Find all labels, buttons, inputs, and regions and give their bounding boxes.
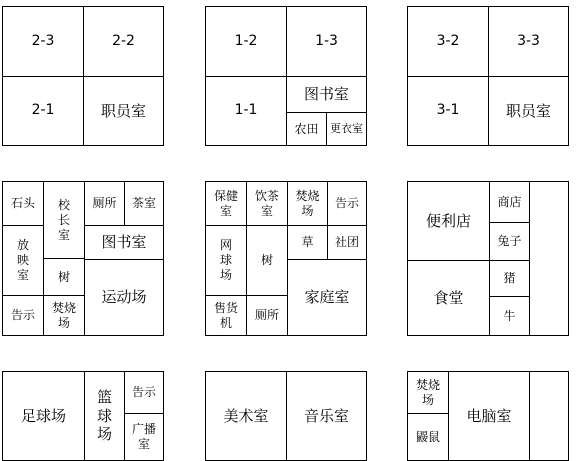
room-3-2: 3-2	[436, 32, 460, 49]
notice-board: 告示	[327, 182, 366, 225]
room-1-1: 1-1	[206, 76, 286, 145]
broadcast-room: 广播 室	[124, 413, 163, 460]
staff-room: 职员室	[83, 76, 163, 145]
rabbit: 兔子	[489, 222, 529, 260]
campus-block-g	[2, 371, 164, 461]
notice-board: 告示	[3, 295, 43, 335]
changing-room: 更衣室	[326, 112, 366, 145]
rock: 石头	[10, 196, 35, 210]
incineration-site: 焚烧 场	[43, 295, 84, 335]
empty-area	[529, 372, 568, 460]
campus-block-d	[2, 181, 164, 336]
projection-room: 放 映 室	[3, 225, 43, 295]
campus-block-h	[205, 371, 367, 461]
room-3-3: 3-3	[488, 7, 568, 76]
campus-block-e	[205, 181, 367, 336]
toilet: 厕所	[84, 182, 124, 225]
library: 图书室	[84, 225, 163, 259]
empty-area	[529, 182, 568, 335]
tea-room: 茶室	[124, 182, 163, 225]
campus-block-f	[407, 181, 569, 336]
club-room: 社团	[327, 225, 366, 259]
art-room: 美术室	[223, 406, 269, 425]
basketball-court: 篮 球 场	[84, 372, 124, 460]
notice-board: 告示	[124, 372, 163, 413]
music-room: 音乐室	[286, 372, 366, 460]
tennis-court: 网 球 场	[206, 225, 246, 295]
pig: 猪	[489, 260, 529, 296]
convenience-store: 便利店	[425, 211, 471, 230]
computer-room: 电脑室	[448, 372, 529, 460]
building-a	[2, 6, 164, 146]
staff-room: 职员室	[488, 76, 568, 145]
cafeteria: 食堂	[408, 260, 489, 335]
room-1-2: 1-2	[234, 32, 258, 49]
health-room: 保健 室	[213, 188, 238, 218]
incineration-site: 焚烧 场	[415, 377, 440, 407]
tree: 树	[246, 225, 287, 295]
vending-machine: 售货 机	[206, 295, 246, 335]
grass: 草	[287, 225, 327, 259]
soccer-field: 足球场	[20, 406, 66, 425]
sports-field: 运动场	[84, 259, 163, 335]
shop: 商店	[489, 182, 529, 222]
principal-office: 校 长 室	[43, 182, 84, 258]
campus-block-i	[407, 371, 569, 461]
farm-field: 农田	[286, 112, 326, 145]
building-c	[407, 6, 569, 146]
library: 图书室	[286, 76, 366, 112]
room-2-3: 2-3	[31, 32, 55, 49]
room-2-1: 2-1	[3, 76, 83, 145]
home-room: 家庭室	[287, 259, 366, 335]
tree: 树	[43, 258, 84, 295]
toilet: 厕所	[246, 295, 287, 335]
building-b	[205, 6, 367, 146]
tea-drinking-room: 饮茶 室	[246, 182, 287, 225]
room-2-2: 2-2	[83, 7, 163, 76]
room-3-1: 3-1	[408, 76, 488, 145]
mole: 鼹鼠	[408, 413, 448, 460]
room-1-3: 1-3	[286, 7, 366, 76]
cow: 牛	[489, 296, 529, 335]
incineration-site: 焚烧 场	[287, 182, 327, 225]
